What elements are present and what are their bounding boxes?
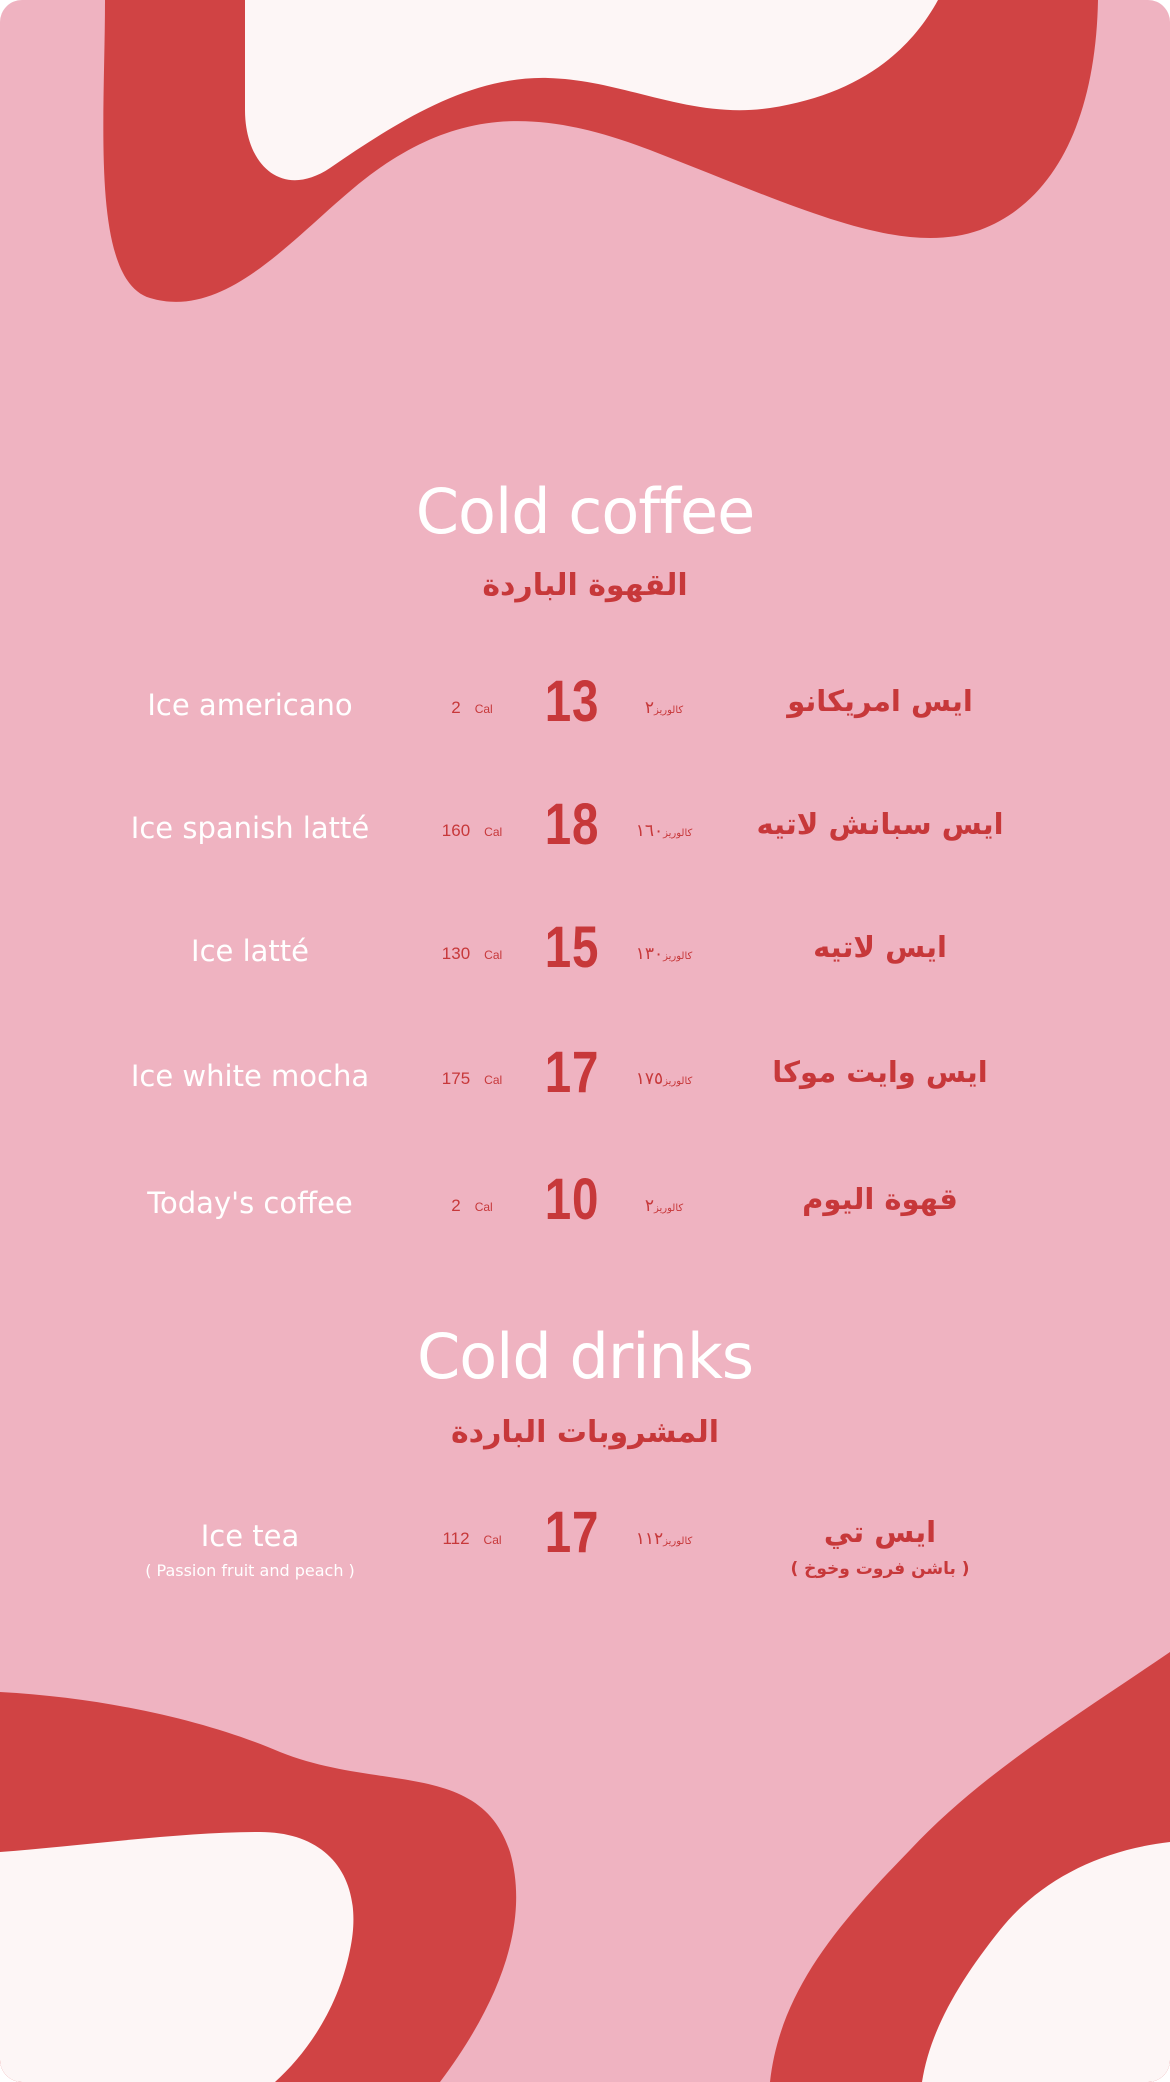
calories-ar: كالوريز١٧٥ <box>635 1069 693 1089</box>
menu-item-row <box>0 915 1170 998</box>
menu-item-row <box>0 1167 1170 1250</box>
item-name-ar: ايس سبانش لاتيه <box>756 807 1004 841</box>
item-name-ar: قهوة اليوم <box>802 1182 958 1216</box>
calories-en: 2 Cal <box>451 1196 493 1215</box>
calories-ar: كالوريز١٦٠ <box>635 821 693 841</box>
item-note-en: ( Passion fruit and peach ) <box>145 1561 355 1580</box>
menu-item-row <box>0 1040 1170 1123</box>
section-title-cold-drinks: Cold drinks <box>416 1320 754 1393</box>
item-price: 17 <box>544 1040 600 1105</box>
menu-item-row <box>0 669 1170 752</box>
calories-en: 2 Cal <box>451 698 493 717</box>
item-name-en: Ice tea <box>200 1519 300 1553</box>
bottom-left-white-shape <box>0 1832 353 2082</box>
calories-ar: كالوريز١٣٠ <box>635 944 693 964</box>
item-name-ar: ايس تي <box>823 1515 937 1549</box>
calories-ar: كالوريز٢ <box>644 698 684 718</box>
item-name-en: Ice white mocha <box>130 1059 370 1093</box>
calories-ar: كالوريز٢ <box>644 1196 684 1216</box>
item-price: 18 <box>544 792 600 857</box>
item-price: 15 <box>544 915 600 980</box>
item-price: 10 <box>544 1167 600 1232</box>
item-note-ar: ( باشن فروت وخوخ ) <box>790 1559 970 1579</box>
item-price: 13 <box>544 669 600 734</box>
item-name-en: Ice latté <box>191 934 309 968</box>
calories-en: 160 Cal <box>441 821 503 840</box>
item-name-en: Ice americano <box>147 688 353 722</box>
menu-item-row <box>0 792 1170 875</box>
section-title-cold-coffee: Cold coffee <box>415 475 755 548</box>
section-subtitle-cold-coffee: القهوة الباردة <box>482 568 688 603</box>
item-price: 17 <box>544 1500 600 1565</box>
calories-en: 130 Cal <box>441 944 503 963</box>
item-name-en: Today's coffee <box>147 1186 353 1220</box>
item-name-ar: ايس امريكانو <box>787 684 973 718</box>
item-name-ar: ايس وايت موكا <box>772 1055 988 1089</box>
item-name-en: Ice spanish latté <box>130 811 370 845</box>
calories-en: 112 Cal <box>442 1529 502 1548</box>
section-subtitle-cold-drinks: المشروبات الباردة <box>450 1415 720 1450</box>
calories-en: 175 Cal <box>441 1069 503 1088</box>
menu-item-row <box>0 1500 1170 1603</box>
item-name-ar: ايس لاتيه <box>813 930 947 964</box>
calories-ar: كالوريز١١٢ <box>635 1529 693 1549</box>
